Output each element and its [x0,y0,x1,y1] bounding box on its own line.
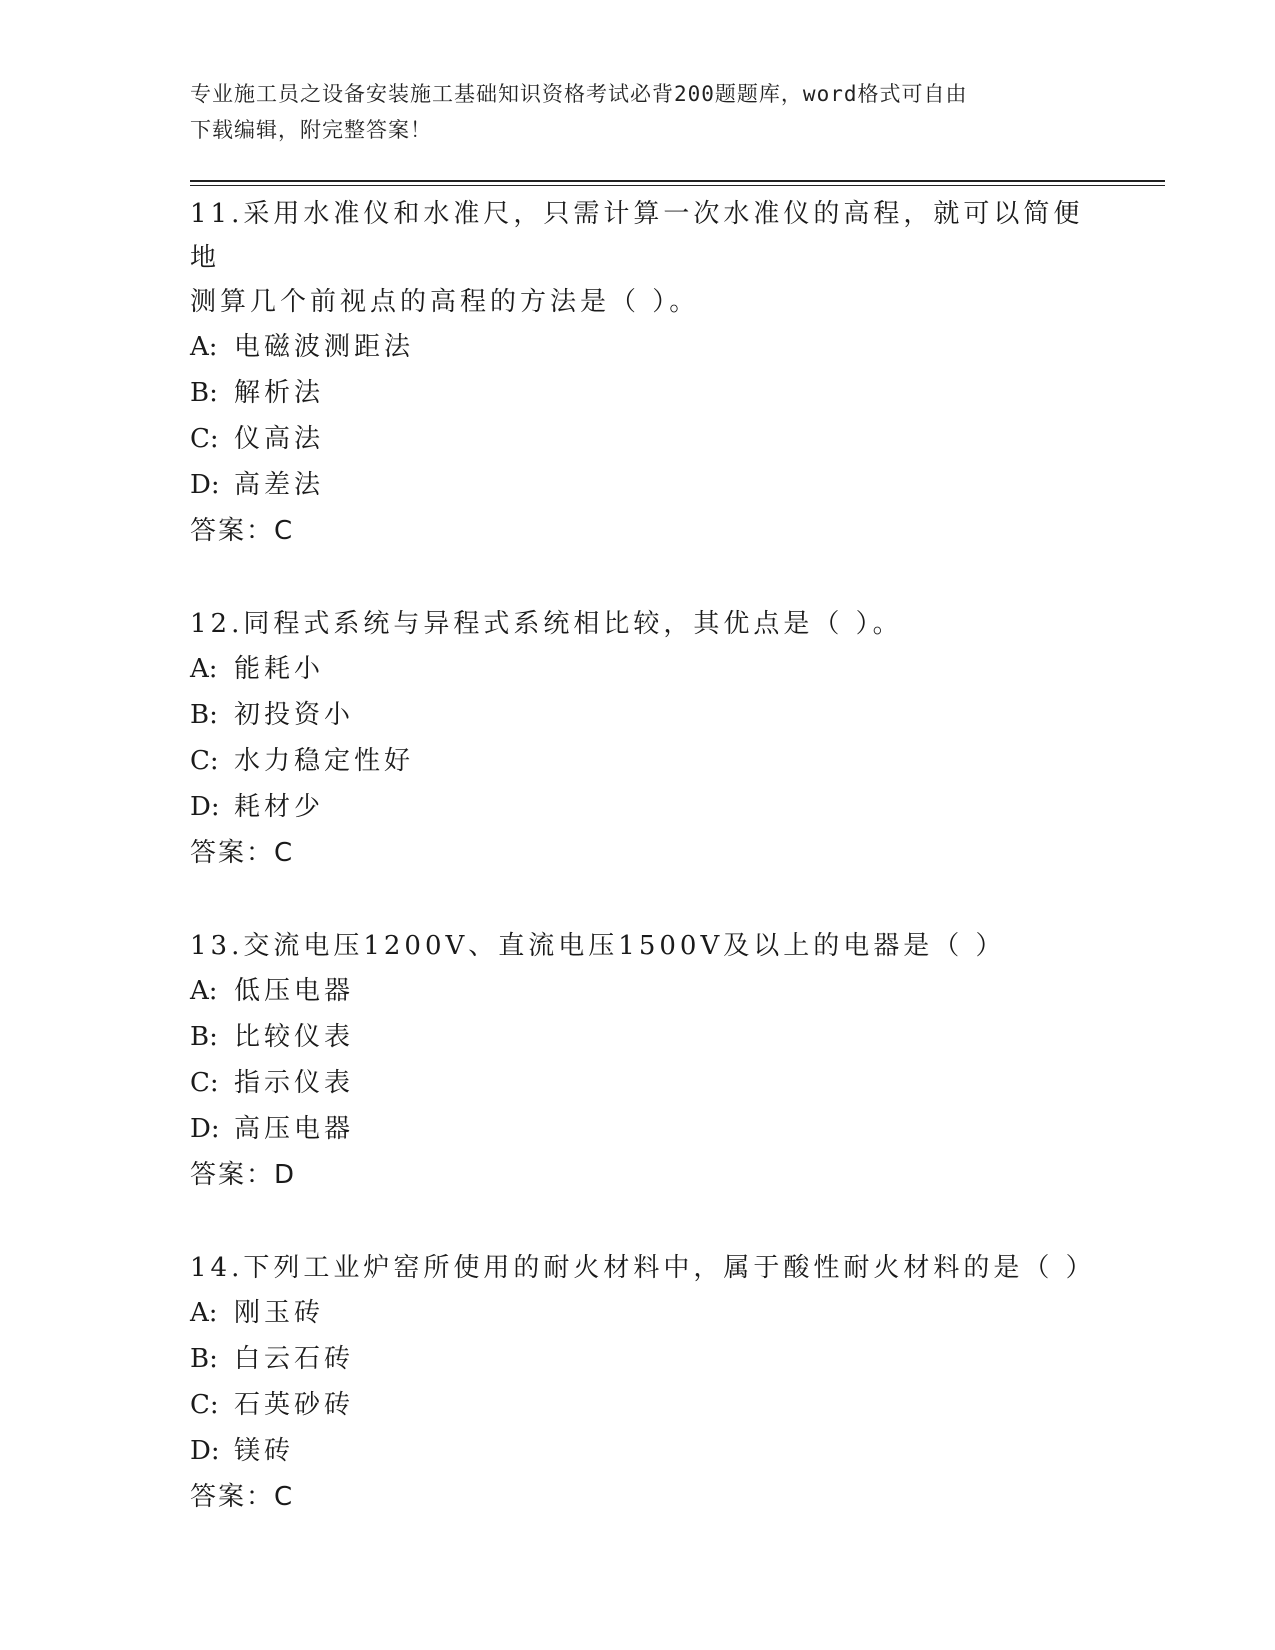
option-key: B: [190,378,218,408]
option-a [190,324,1110,370]
answer-line: 答案：C [190,838,295,868]
option-d [190,784,1110,830]
header-line-2: 下载编辑，附完整答案！ [190,118,432,142]
header-line-1: 专业施工员之设备安装施工基础知识资格考试必背200题题库，word格式可自由 [190,82,968,106]
question-stem-line: 11.采用水准仪和水准尺，只需计算一次水准仪的高程，就可以简便地 [190,199,1084,273]
option-key: A: [190,654,218,684]
option-text: 仪高法 [234,424,325,454]
option-b [190,692,1110,738]
option-text: 镁砖 [234,1436,295,1466]
option-text: 低压电器 [234,976,355,1006]
question-item [190,600,1110,876]
question-item [190,922,1110,1198]
option-text: 刚玉砖 [234,1298,325,1328]
document-header [190,76,1090,148]
option-key: A: [190,1298,218,1328]
option-a [190,1290,1110,1336]
question-stem-line: 12.同程式系统与异程式系统相比较，其优点是（ ）。 [190,609,903,639]
option-key: B: [190,1022,218,1052]
option-a [190,968,1110,1014]
option-b [190,1336,1110,1382]
option-key: C: [190,746,219,776]
option-key: A: [190,332,218,362]
option-text: 耗材少 [234,792,325,822]
option-d [190,1428,1110,1474]
option-key: B: [190,700,218,730]
option-text: 水力稳定性好 [234,746,415,776]
option-key: D: [190,470,220,500]
option-c [190,416,1110,462]
option-key: D: [190,1436,220,1466]
option-key: C: [190,424,219,454]
question-item [190,190,1110,554]
question-stem-line: 13.交流电压1200V、直流电压1500V及以上的电器是（ ） [190,931,1006,961]
option-b [190,370,1110,416]
option-key: B: [190,1344,218,1374]
question-stem [190,190,1110,324]
option-c [190,1382,1110,1428]
option-text: 解析法 [234,378,325,408]
option-key: D: [190,792,220,822]
question-list [190,190,1110,1566]
question-stem [190,1244,1110,1290]
option-text: 能耗小 [234,654,325,684]
option-key: A: [190,976,218,1006]
header-divider-thin [190,185,1165,186]
question-stem [190,922,1110,968]
option-text: 高差法 [234,470,325,500]
option-key: C: [190,1390,219,1420]
option-text: 白云石砖 [234,1344,355,1374]
question-stem-line: 14.下列工业炉窑所使用的耐火材料中，属于酸性耐火材料的是（ ） [190,1253,1096,1283]
option-key: D: [190,1114,220,1144]
question-stem [190,600,1110,646]
option-text: 石英砂砖 [234,1390,355,1420]
option-text: 电磁波测距法 [234,332,415,362]
option-b [190,1014,1110,1060]
option-c [190,738,1110,784]
option-text: 指示仪表 [234,1068,355,1098]
option-a [190,646,1110,692]
option-text: 初投资小 [234,700,355,730]
question-stem-line: 测算几个前视点的高程的方法是（ ）。 [190,287,700,317]
question-item [190,1244,1110,1520]
option-key: C: [190,1068,219,1098]
option-d [190,1106,1110,1152]
option-text: 比较仪表 [234,1022,355,1052]
option-d [190,462,1110,508]
option-c [190,1060,1110,1106]
option-text: 高压电器 [234,1114,355,1144]
answer-line: 答案：C [190,1482,295,1512]
answer-line: 答案：C [190,516,295,546]
header-divider-thick [190,180,1165,182]
answer-line: 答案：D [190,1160,297,1190]
